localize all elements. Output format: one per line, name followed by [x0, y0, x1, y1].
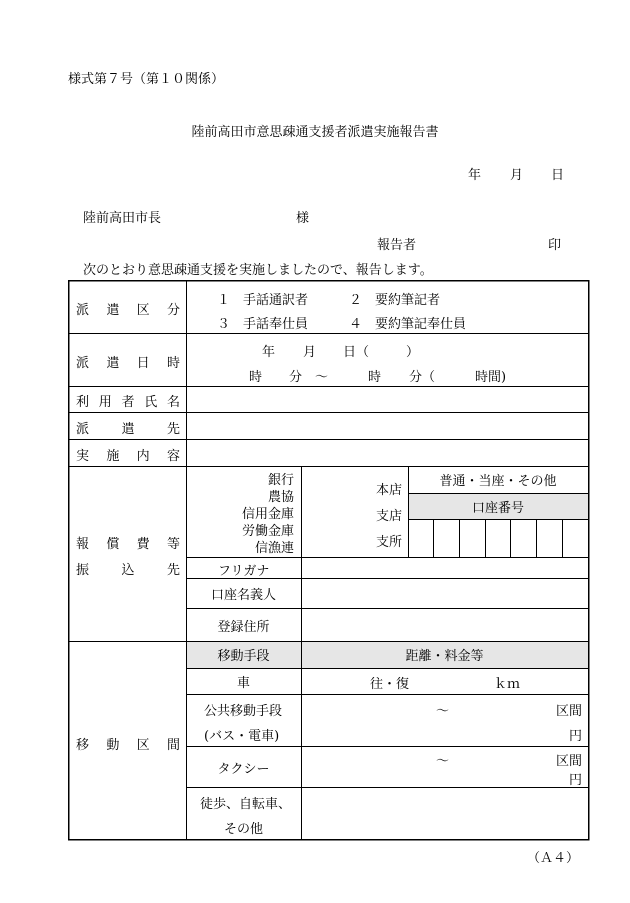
round-trip: 往・復: [370, 677, 410, 692]
travel-other-label: その他: [224, 822, 264, 837]
travel-walk-label: 徒歩、自転車、: [200, 797, 292, 812]
travel-public-sub-label: (バス・電車): [204, 729, 280, 744]
dispatch-type-label: 派 遣 区 分: [76, 303, 180, 318]
date-day-label: 日: [551, 168, 565, 183]
public-tilde: ～: [436, 704, 450, 719]
travel-distance-header: 距離・料金等: [405, 649, 484, 664]
addressee: 陸前高田市長: [83, 211, 162, 226]
date-close: ）: [406, 345, 420, 360]
account-holder-label: 口座名義人: [210, 588, 276, 603]
bank-type-shinkin: 信用金庫: [241, 507, 294, 522]
registered-address-label: 登録住所: [217, 619, 270, 635]
user-name-label: 利 用 者 氏 名: [76, 395, 180, 410]
bank-type-bank: 銀行: [267, 473, 294, 488]
bank-type-list: [230, 472, 294, 557]
account-type: 普通・当座・その他: [439, 474, 557, 489]
branch-branch: 支店: [376, 509, 403, 524]
travel-public-label: 公共移動手段: [204, 704, 283, 719]
form-number: 様式第７号（第１０関係）: [68, 72, 225, 87]
time-end-hour: 時: [368, 370, 382, 385]
dispatch-datetime-label: 派 遣 日 時: [76, 356, 180, 371]
public-yen: 円: [569, 729, 583, 744]
travel-means-header: 移動手段: [217, 649, 270, 664]
dispatch-option-sign-interpreter: １ 手話通訳者: [217, 293, 309, 308]
date-month: 月: [303, 345, 317, 360]
taxi-section: 区間: [556, 754, 583, 769]
content-label: 実 施 内 容: [76, 449, 180, 464]
time-end-minute: 分（: [409, 370, 436, 385]
date-month-label: 月: [510, 168, 524, 183]
branch-sub-office: 支所: [376, 535, 403, 550]
branch-head-office: 本店: [376, 483, 403, 498]
account-number-header: 口座番号: [471, 500, 524, 516]
date-day: 日（: [343, 345, 370, 360]
taxi-yen: 円: [569, 773, 583, 788]
bank-type-rokin: 労働金庫: [241, 524, 294, 539]
travel-label: 移 動 区 間: [76, 738, 180, 753]
honorific: 様: [296, 211, 310, 226]
date-year-label: 年: [468, 168, 482, 183]
furigana-label: フリガナ: [218, 564, 270, 579]
taxi-tilde: ～: [436, 754, 450, 769]
travel-car-label: 車: [236, 675, 250, 691]
bank-type-ja: 農協: [267, 490, 294, 505]
dispatch-option-summary-writer: ２ 要約筆記者: [349, 293, 441, 308]
public-section: 区間: [556, 704, 583, 719]
date-year: 年: [262, 345, 276, 360]
page-title: 陸前高田市意思疎通支援者派遣実施報告書: [191, 125, 439, 140]
dispatch-option-sign-volunteer: ３ 手話奉仕員: [217, 317, 309, 332]
time-start-hour: 時: [249, 370, 263, 385]
destination-label: 派 遣 先: [76, 422, 180, 437]
time-start-minute: 分 ～: [289, 370, 329, 385]
bank-type-shingyoren: 信漁連: [254, 541, 294, 556]
payment-label: 報 償 費 等: [76, 537, 180, 552]
travel-taxi-label: タクシー: [217, 761, 270, 777]
km-unit: ｋｍ: [494, 677, 521, 692]
transfer-label: 振 込 先: [76, 563, 180, 578]
seal-mark: 印: [548, 238, 562, 253]
reporter-label: 報告者: [377, 238, 417, 253]
dispatch-option-summary-volunteer: ４ 要約筆記奉仕員: [349, 317, 467, 332]
time-duration: 時間): [475, 370, 507, 385]
intro-text: 次のとおり意思疎通支援を実施しましたので、報告します。: [83, 263, 433, 278]
paper-size: （Ａ４）: [527, 851, 580, 866]
